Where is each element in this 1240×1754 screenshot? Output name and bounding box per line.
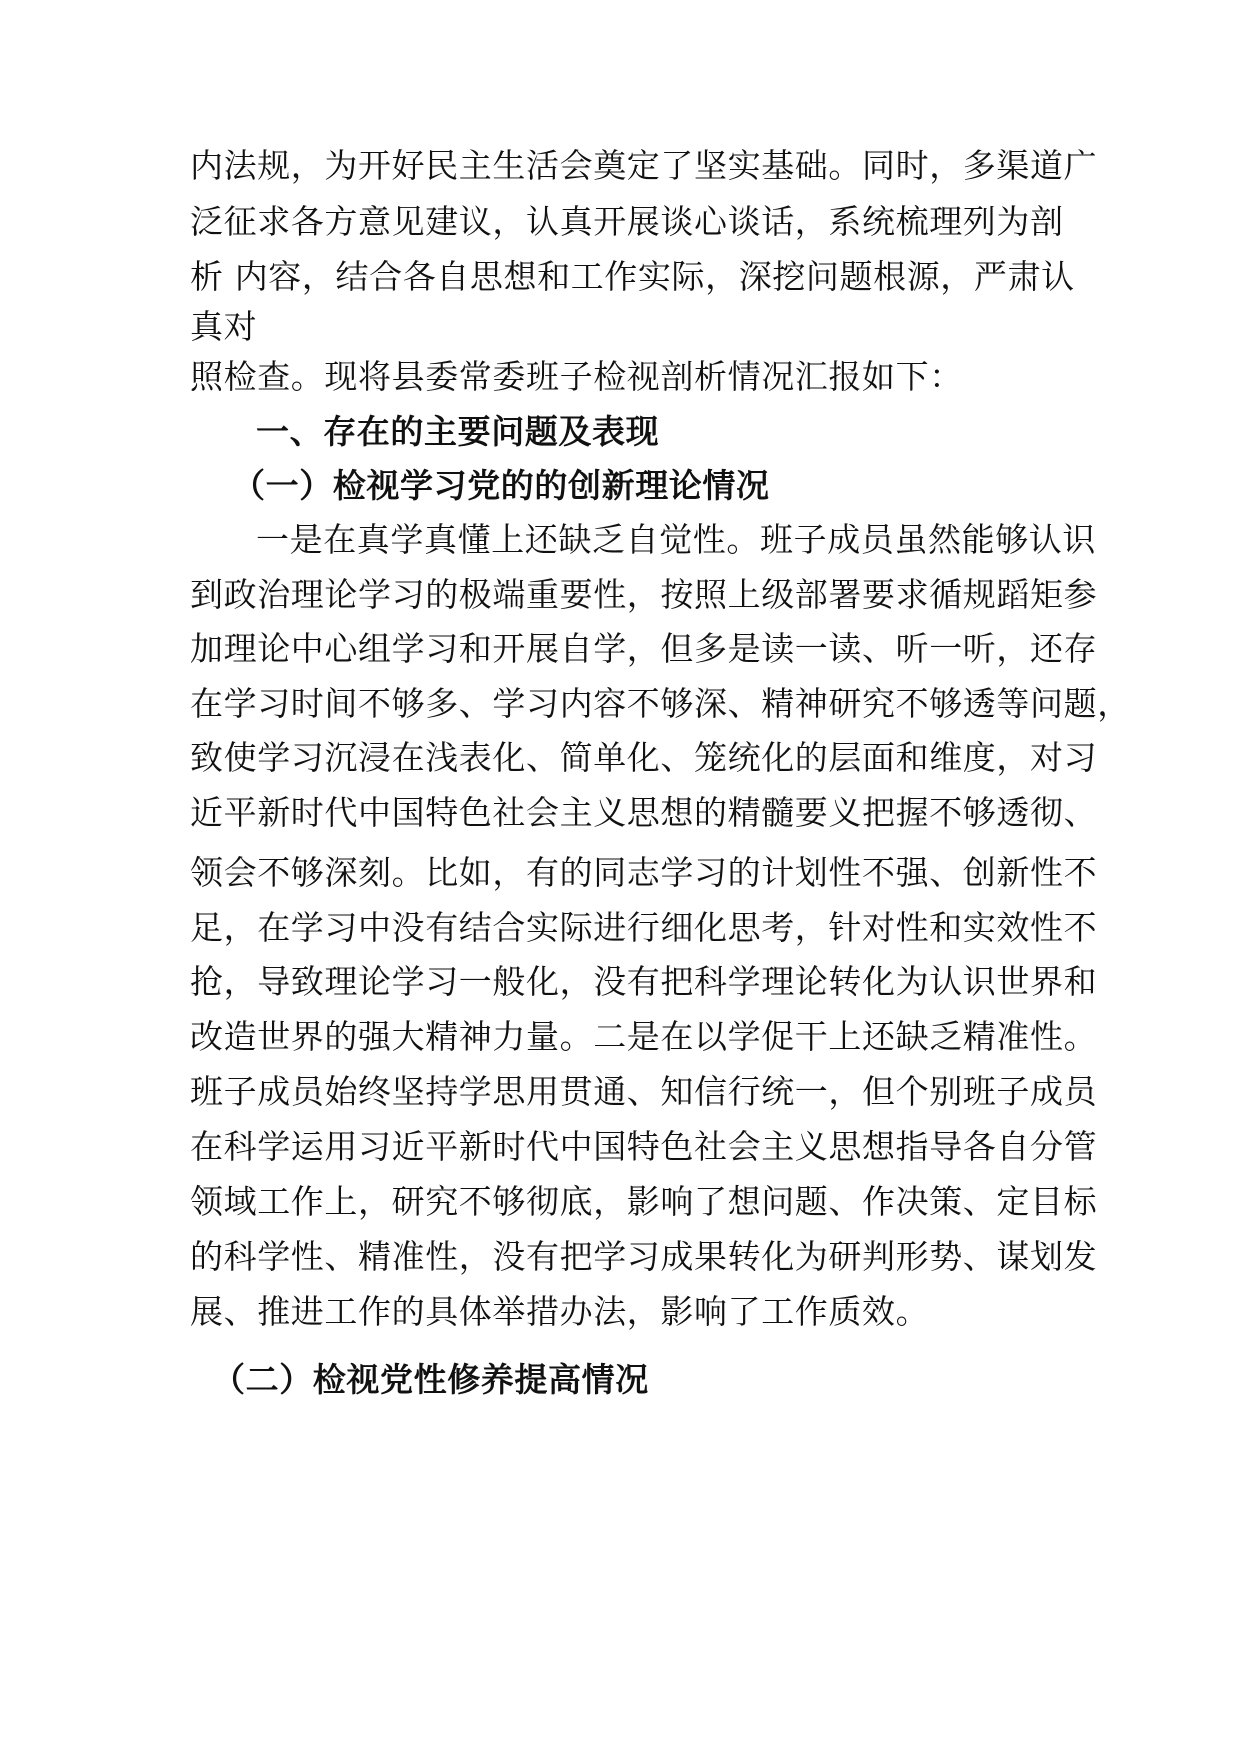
intro-line-3: 析 内容，结合各自思想和工作实际，深挖问题根源，严肃认 <box>190 257 1075 296</box>
body-line-14: 的科学性、精准性，没有把学习成果转化为研判形势、谋划发 <box>190 1237 1098 1276</box>
body-line-3: 加理论中心组学习和开展自学，但多是读一读、听一听，还存 <box>190 629 1098 668</box>
body-line-15: 展、推进工作的具体举措办法，影响了工作质效。 <box>190 1292 930 1331</box>
body-line-4: 在学习时间不够多、学习内容不够深、精神研究不够透等问题， <box>190 684 1131 723</box>
body-line-1: 一是在真学真懂上还缺乏自觉性。班子成员虽然能够认识 <box>256 520 1096 559</box>
intro-line-4: 真对 <box>190 307 258 346</box>
intro-line-2: 泛征求各方意见建议，认真开展谈心谈话，系统梳理列为剖 <box>190 202 1064 241</box>
body-line-2: 到政治理论学习的极端重要性，按照上级部署要求循规蹈矩参 <box>190 575 1098 614</box>
intro-line-1: 内法规，为开好民主生活会奠定了坚实基础。同时，多渠道广 <box>190 146 1098 185</box>
body-line-6: 近平新时代中国特色社会主义思想的精髓要义把握不够透彻、 <box>190 793 1098 832</box>
intro-line-5: 照检查。现将县委常委班子检视剖析情况汇报如下： <box>190 357 963 396</box>
body-line-5: 致使学习沉浸在浅表化、简单化、笼统化的层面和维度，对习 <box>190 738 1098 777</box>
body-line-12: 在科学运用习近平新时代中国特色社会主义思想指导各自分管 <box>190 1127 1098 1166</box>
body-line-8: 足，在学习中没有结合实际进行细化思考，针对性和实效性不 <box>190 908 1098 947</box>
subsection-heading-2: （二）检视党性修养提高情况 <box>212 1360 649 1399</box>
section-heading: 一、存在的主要问题及表现 <box>256 412 660 451</box>
body-line-7: 领会不够深刻。比如，有的同志学习的计划性不强、创新性不 <box>190 853 1098 892</box>
body-line-11: 班子成员始终坚持学思用贯通、知信行统一，但个别班子成员 <box>190 1072 1098 1111</box>
body-line-9: 抢，导致理论学习一般化，没有把科学理论转化为认识世界和 <box>190 962 1098 1001</box>
body-line-13: 领域工作上，研究不够彻底，影响了想问题、作决策、定目标 <box>190 1182 1098 1221</box>
subsection-heading-1: （一）检视学习党的的创新理论情况 <box>232 466 770 505</box>
body-line-10: 改造世界的强大精神力量。二是在以学促干上还缺乏精准性。 <box>190 1017 1098 1056</box>
